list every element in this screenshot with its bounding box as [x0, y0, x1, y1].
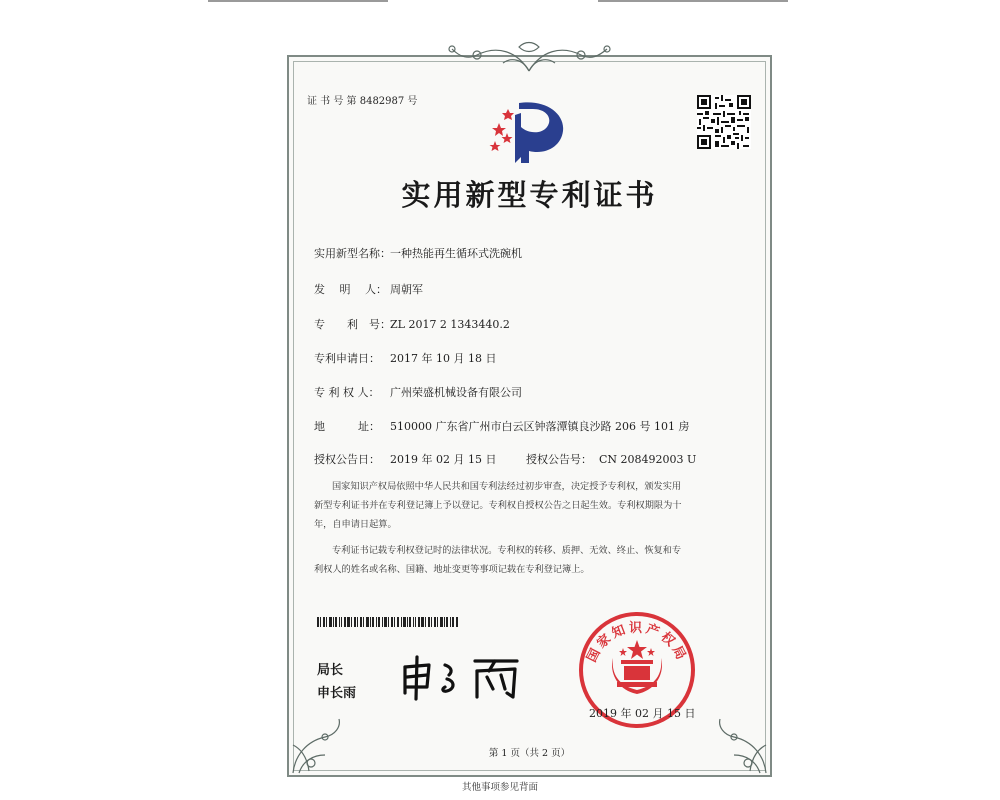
statement-paragraph-1-line: 年，自申请日起算。 — [314, 519, 397, 530]
field-label-patent-number: 专 利 号： — [314, 318, 391, 331]
field-label-grant-date: 授权公告日： — [314, 453, 380, 466]
barcode-icon — [317, 617, 459, 627]
seal-date: 2019 年 02 月 15 日 — [589, 707, 696, 720]
field-value-utility-model-name: 一种热能再生循环式洗碗机 — [390, 247, 522, 260]
statement-paragraph-2-line: 专利证书记载专利权登记时的法律状况。专利权的转移、质押、无效、终止、恢复和专 — [332, 545, 682, 556]
statement-paragraph-1-line: 国家知识产权局依照中华人民共和国专利法经过初步审查，决定授予专利权，颁发实用 — [332, 481, 682, 492]
statement-paragraph-1-line: 新型专利证书并在专利登记簿上予以登记。专利权自授权公告之日起生效。专利权期限为十 — [314, 500, 682, 511]
statement-paragraph-2-line: 利权人的姓名或名称、国籍、地址变更等事项记载在专利登记簿上。 — [314, 564, 590, 575]
field-value-application-date: 2017 年 10 月 18 日 — [390, 352, 497, 365]
signer-name: 申长雨 — [317, 686, 357, 701]
seal-text: 国家知识产权局 — [584, 621, 690, 665]
patent-certificate — [287, 55, 772, 777]
field-value-inventor: 周朝军 — [390, 283, 423, 296]
field-value-address: 510000 广东省广州市白云区钟落潭镇良沙路 206 号 101 房 — [390, 420, 690, 433]
footer-note: 其他事项参见背面 — [461, 782, 538, 793]
qr-code-icon — [697, 95, 751, 149]
field-label-grant-number: 授权公告号： — [526, 453, 592, 466]
patent-office-emblem-icon — [485, 93, 575, 165]
field-value-patent-number: ZL 2017 2 1343440.2 — [390, 318, 510, 331]
certificate-number: 证 书 号 第 8482987 号 — [307, 96, 418, 107]
field-value-grant-number: CN 208492003 U — [599, 453, 697, 466]
field-value-grant-date: 2019 年 02 月 15 日 — [390, 453, 497, 466]
top-edge-rule-left — [208, 0, 388, 2]
field-value-patentee: 广州荣盛机械设备有限公司 — [390, 386, 522, 399]
top-ornament-icon — [437, 41, 622, 75]
signature-icon — [399, 653, 529, 701]
field-label-address: 地 址： — [314, 420, 380, 433]
field-label-utility-model-name: 实用新型名称： — [314, 247, 391, 260]
statement-paragraph-1 — [314, 477, 749, 534]
field-label-patentee: 专 利 权 人： — [314, 386, 380, 399]
field-label-application-date: 专利申请日： — [314, 352, 380, 365]
top-edge-rule-right — [598, 0, 788, 2]
statement-paragraph-2 — [314, 541, 749, 579]
document-title: 实用新型专利证书 — [401, 178, 658, 212]
page-indicator: 第 1 页（共 2 页） — [488, 748, 571, 759]
signer-title: 局长 — [317, 663, 344, 678]
field-label-inventor: 发 明 人： — [314, 283, 387, 296]
